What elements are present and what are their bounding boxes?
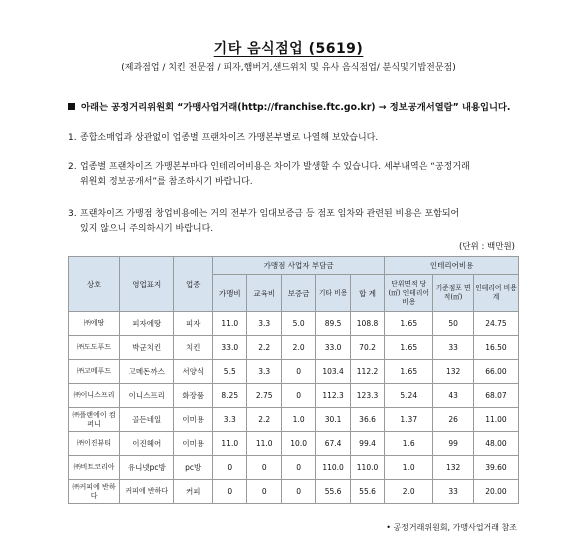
header-brand: 영업표지 [120,257,174,312]
header-unit-area-cost: 단위면적 당(㎡) 인테리어 비용 [385,275,433,312]
header-interior-cost: 인테리어 비용 계 [473,275,518,312]
paragraph-1: 1. 종합소매업과 상관없이 업종별 프랜차이즈 가맹본부별로 나열해 보았습니다. [68,133,379,143]
paragraph-3: 3. 프랜차이즈 가맹점 창업비용에는 거의 전부가 임대보증금 등 점포 임차와 관련된 비용은 포함되어 있지 않으니 주의하시기 바랍니다. [68,209,460,234]
header-fee: 가맹비 [213,275,247,312]
notice-text: 아래는 공정거리위원회 “가맹사업거래(http://franchise.ftc.go.kr) → 정보공개서열람” 내용입니다. [81,102,511,113]
header-group-burden: 가맹점 사업자 부담금 [213,257,385,275]
table-row: ㈜비트코리아 유니넷pc방 pc방 0 0 0 110.0 110.0 1.0 132 39.60 [69,456,519,480]
table-row: ㈜이니스프리 이니스프리 화장품 8.25 2.75 0 112.3 123.3 5.24 43 68.07 [69,384,519,408]
table-row: ㈜에땅 피자에땅 피자 11.0 3.3 5.0 89.5 108.8 1.65 50 24.75 [69,312,519,336]
header-edu: 교육비 [247,275,281,312]
paragraph-2: 2. 업종별 프랜차이즈 가맹본부마다 인테리어비용은 차이가 발생할 수 있습니다. 세부내역은 “공정거래 위원회 정보공개서”를 참조하시기 바랍니다. [68,162,470,187]
header-category: 업종 [174,257,213,312]
header-company: 상호 [69,257,120,312]
header-std-area: 기준점포 면적(㎡) [433,275,474,312]
header-deposit: 보증금 [281,275,315,312]
source-note: • 공정거래위원회, 가맹사업거래 참조 [386,523,517,532]
table-row: ㈜이진뷰티 이진헤어 이미용 11.0 11.0 10.0 67.4 99.4 1.6 99 48.00 [69,432,519,456]
page-title: 기타 음식점업 (5619) [213,41,364,57]
square-bullet-icon [68,103,75,110]
table-row: ㈜도도푸드 박군치킨 치킨 33.0 2.2 2.0 33.0 70.2 1.65 33 16.50 [69,336,519,360]
notice-line [68,99,538,113]
unit-label: (단위 : 백만원) [459,242,515,252]
table-row: ㈜플랜에이 컴퍼니 골든네일 이미용 3.3 2.2 1.0 30.1 36.6 1.37 26 11.00 [69,408,519,432]
header-etc: 기타 비용 [316,275,350,312]
page-subtitle: (제과점업 / 치킨 전문점 / 피자,햄버거,샌드위치 및 유사 음식점업/ 분식및기밥전문점) [121,63,456,73]
header-total: 합 계 [350,275,384,312]
franchise-cost-table [68,256,519,504]
table-row: ㈜고메푸드 고메돈까스 서양식 5.5 3.3 0 103.4 112.2 1.65 132 66.00 [69,360,519,384]
table-row: ㈜커피에 반하다 커피에 반하다 커피 0 0 0 55.6 55.6 2.0 33 20.00 [69,480,519,504]
header-group-interior: 인테리어비용 [385,257,519,275]
